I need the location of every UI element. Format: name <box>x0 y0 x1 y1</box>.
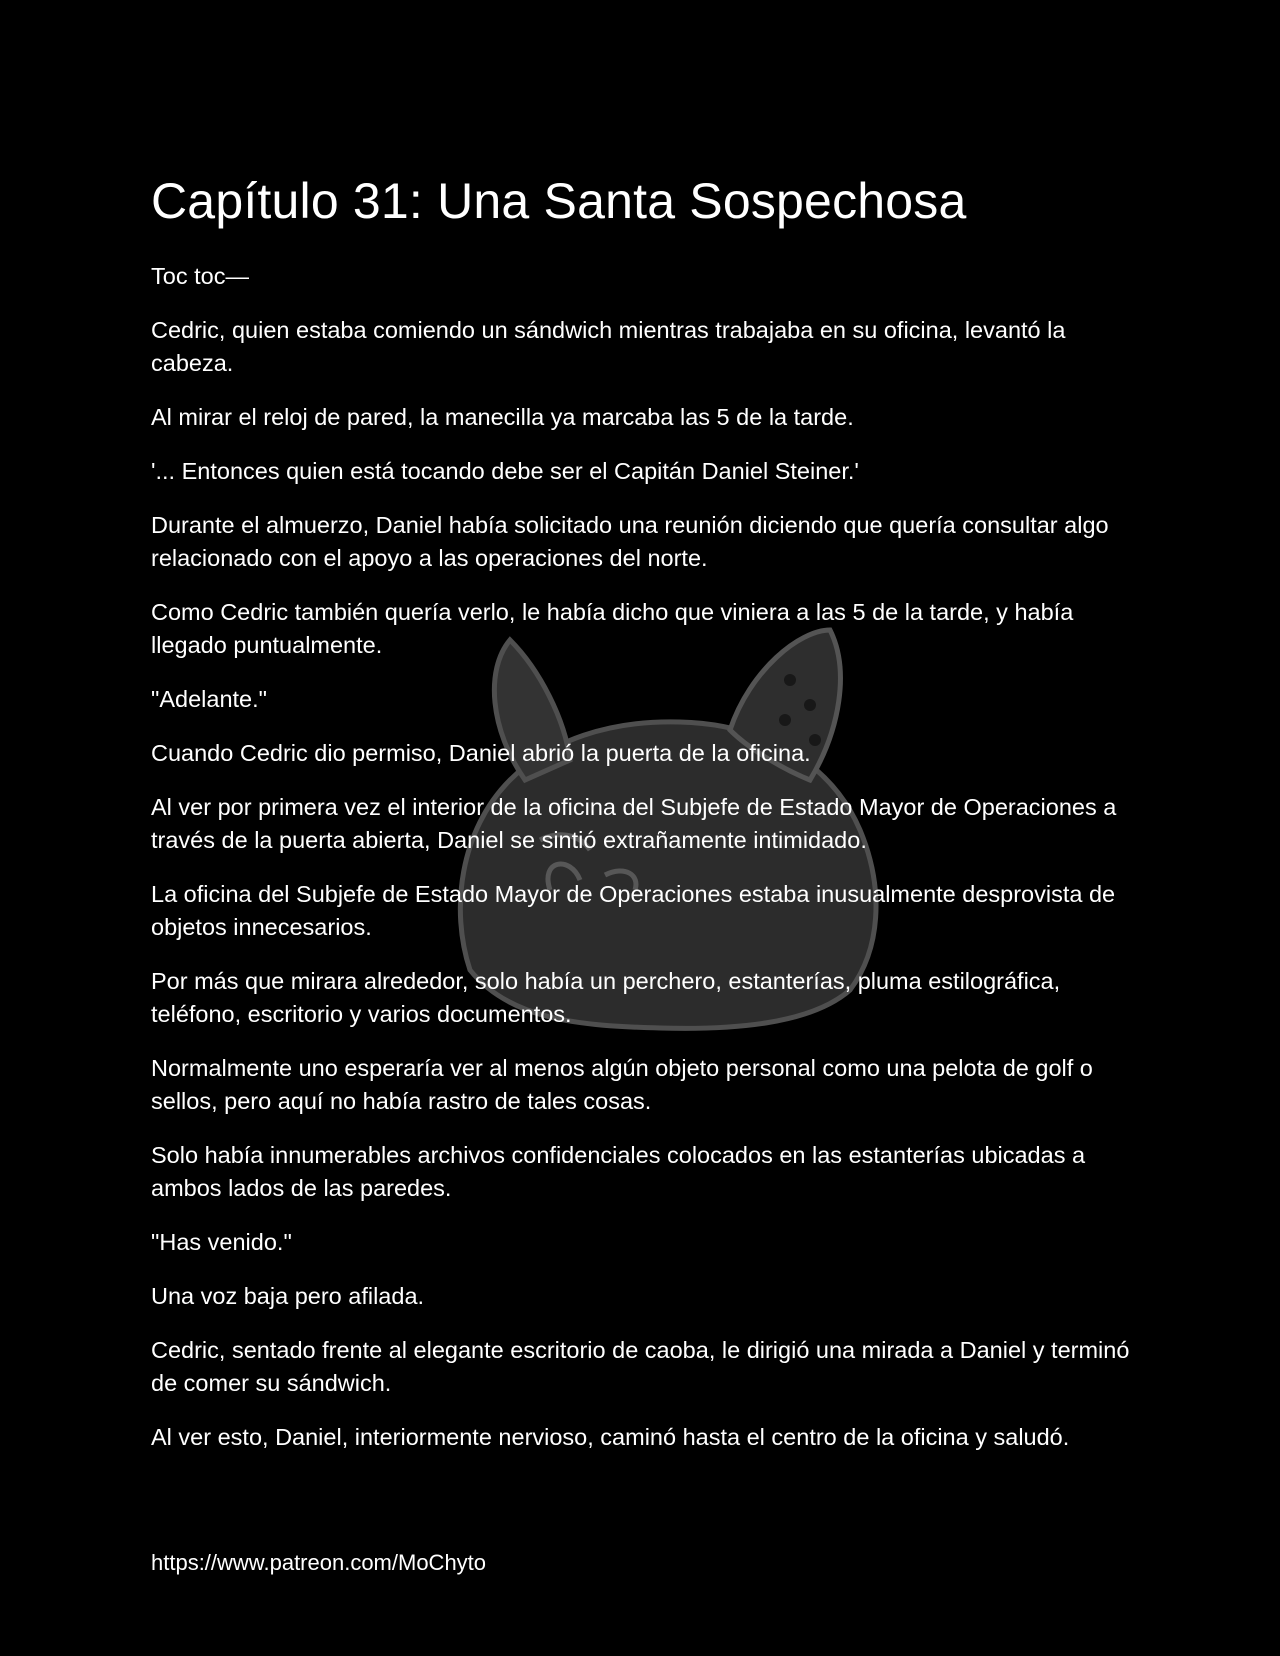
paragraph: Solo había innumerables archivos confidenciales colocados en las estanterías ubicadas a ambos lados de las paredes. <box>151 1142 1086 1201</box>
paragraph: Al ver esto, Daniel, interiormente nervioso, caminó hasta el centro de la oficina y saludó. <box>151 1424 1070 1450</box>
paragraph: Al mirar el reloj de pared, la manecilla ya marcaba las 5 de la tarde. <box>151 404 854 430</box>
paragraph: Cuando Cedric dio permiso, Daniel abrió la puerta de la oficina. <box>151 740 811 766</box>
paragraph: Por más que mirara alrededor, solo había un perchero, estanterías, pluma estilográfica, teléfono, escritorio y varios documentos. <box>151 968 1061 1027</box>
chapter-content <box>151 166 1136 1475</box>
paragraph: '... Entonces quien está tocando debe ser el Capitán Daniel Steiner.' <box>151 458 859 484</box>
patreon-link[interactable]: https://www.patreon.com/MoChyto <box>151 1550 487 1575</box>
paragraph: "Adelante." <box>151 686 267 712</box>
paragraph: Cedric, sentado frente al elegante escritorio de caoba, le dirigió una mirada a Daniel y terminó de comer su sándwich. <box>151 1337 1130 1396</box>
paragraph: Al ver por primera vez el interior de la oficina del Subjefe de Estado Mayor de Operaciones a través de la puerta abierta, Daniel se sintió extrañamente intimidado. <box>151 794 1117 853</box>
paragraph: "Has venido." <box>151 1229 292 1255</box>
paragraph: Toc toc— <box>151 263 249 289</box>
paragraph: Cedric, quien estaba comiendo un sándwich mientras trabajaba en su oficina, levantó la cabeza. <box>151 317 1066 376</box>
paragraph: Como Cedric también quería verlo, le había dicho que viniera a las 5 de la tarde, y había llegado puntualmente. <box>151 599 1074 658</box>
paragraph: La oficina del Subjefe de Estado Mayor de Operaciones estaba inusualmente desprovista de objetos innecesarios. <box>151 881 1116 940</box>
paragraph: Normalmente uno esperaría ver al menos algún objeto personal como una pelota de golf o sellos, pero aquí no había rastro de tales cosas. <box>151 1055 1093 1114</box>
chapter-title: Capítulo 31: Una Santa Sospechosa <box>151 173 967 229</box>
paragraph: Durante el almuerzo, Daniel había solicitado una reunión diciendo que quería consultar algo relacionado con el apoyo a las operaciones del norte. <box>151 512 1109 571</box>
paragraph: Una voz baja pero afilada. <box>151 1283 425 1309</box>
